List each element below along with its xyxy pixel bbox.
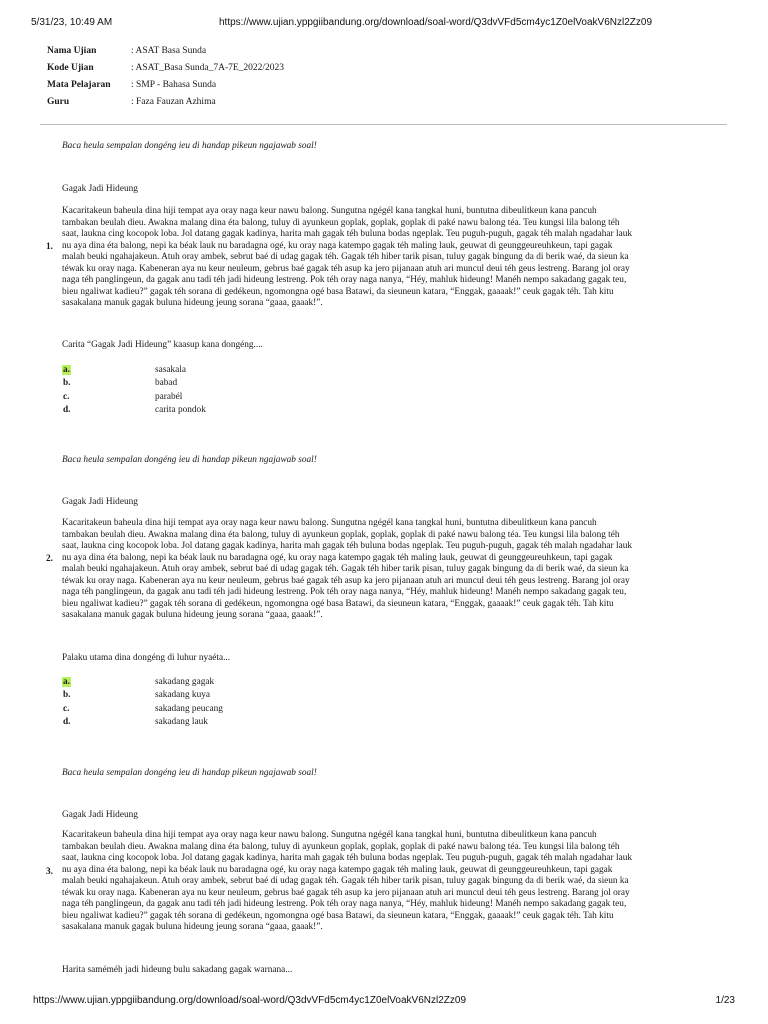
passage-line: malah beuki ngahajakeun. Atuh oray ambek, sebrut baé di udag gagak téh. Gagak téh hiber tarik pisan, tuluy gagak bingung da di berik waé, da sieun ka: [62, 564, 629, 575]
answer-options: [62, 675, 223, 729]
option-key: c.: [63, 703, 70, 714]
passage-line: bieu ngaliwat kadieu?” gagak téh sorana di gedékeun, ngomongna ogé basa Batawi, da sieuneun katara, “Énggak, gaaaak!” ceuk gagak téh. Tah kitu: [62, 910, 614, 921]
passage-line: tambakan beulah dieu. Awakna malang dina éta balong, tuluy di ayunkeun goplak, goplak, goplak di paké nawu balong téa. Teu kungsi lila balong téh: [62, 529, 620, 540]
option-text: sasakala: [155, 364, 186, 375]
passage-line: naga téh panglingeun, da gagak anu tadi téh jadi hideung lestreng. Pok téh oray naga nanya, “Héy, mahluk hideung! Manéh nempo sakadang gagak teu,: [62, 899, 627, 910]
answer-option-d[interactable]: [62, 404, 206, 418]
option-key: b.: [63, 378, 71, 389]
exam-info: [47, 42, 284, 110]
exam-info-value: : ASAT Basa Sunda: [131, 45, 207, 56]
exam-info-label: Nama Ujian: [47, 45, 97, 56]
answer-option-c[interactable]: [62, 390, 206, 404]
print-date: 5/31/23, 10:49 AM: [31, 17, 113, 28]
option-text: sakadang peucang: [155, 703, 223, 714]
page-number: 1/23: [715, 995, 735, 1006]
passage-line: tambakan beulah dieu. Awakna malang dina éta balong, tuluy di ayunkeun goplak, goplak, goplak di paké nawu balong téa. Teu kungsi lila balong téh: [62, 217, 620, 228]
answer-options: [62, 363, 206, 417]
passage-line: saat, laukna cing kocopok loba. Jol datang gagak kadinya, harita mah gagak téh buluna bodas ngeplak. Teu puguh-puguh, gagak téh malah ngadahar lauk: [62, 853, 632, 864]
passage-line: tambakan beulah dieu. Awakna malang dina éta balong, tuluy di ayunkeun goplak, goplak, goplak di paké nawu balong téa. Teu kungsi lila balong téh: [62, 841, 620, 852]
question-text: Harita saméméh jadi hideung bulu sakadang gagak warnana...: [62, 965, 293, 975]
passage-line: sasakalana manuk gagak buluna hideung jeung sorana “gaaa, gaaak!”.: [62, 610, 323, 621]
option-key-correct: a.: [63, 364, 70, 375]
passage-line: téwak ku oray naga. Kabeneran aya nu keur neuleum, gebrus baé gagak téh asup ka jero pijanaan atuh ari muncul deui téh geus lestreng. Barang jol oray: [62, 575, 630, 586]
exam-info-label: Mata Pelajaran: [47, 79, 111, 90]
option-text: sakadang lauk: [155, 717, 208, 728]
option-text: sakadang gagak: [155, 676, 215, 687]
passage-line: Kacaritakeun baheula dina hiji tempat aya oray naga keur nawu balong. Sungutna ngégél kana tangkal huni, buntutna dibeulitkeun kana pancuh: [62, 206, 597, 216]
answer-option-a[interactable]: [62, 675, 223, 689]
option-text: carita pondok: [155, 405, 206, 416]
exam-info-row: [47, 59, 284, 76]
option-key-correct: a.: [63, 676, 70, 687]
question-number: 1.: [46, 242, 53, 252]
option-text: parabél: [155, 391, 183, 402]
passage-line: téwak ku oray naga. Kabeneran aya nu keur neuleum, gebrus baé gagak téh asup ka jero pijanaan atuh ari muncul deui téh geus lestreng. Barang jol oray: [62, 263, 630, 274]
question-instruction: Baca heula sempalan dongéng ieu di handap pikeun ngajawab soal!: [62, 455, 317, 465]
question-instruction: Baca heula sempalan dongéng ieu di handap pikeun ngajawab soal!: [62, 768, 317, 778]
option-key: c.: [63, 391, 70, 402]
story-title: Gagak Jadi Hideung: [62, 184, 138, 194]
exam-info-label: Guru: [47, 96, 70, 107]
answer-option-b[interactable]: [62, 377, 206, 391]
question-instruction: Baca heula sempalan dongéng ieu di handap pikeun ngajawab soal!: [62, 141, 317, 151]
passage-line: nu aya dina éta balong, nepi ka béak lauk nu baradagna ogé, ku oray naga katempo gagak téh maling lauk, geuwat di geunggeureuhkeun, tapi gagak: [62, 552, 613, 563]
answer-option-a[interactable]: [62, 363, 206, 377]
print-footer: [0, 995, 768, 1009]
answer-option-d[interactable]: [62, 716, 223, 730]
story-title: Gagak Jadi Hideung: [62, 810, 138, 820]
passage-line: Kacaritakeun baheula dina hiji tempat aya oray naga keur nawu balong. Sungutna ngégél kana tangkal huni, buntutna dibeulitkeun kana pancuh: [62, 830, 597, 840]
answer-option-b[interactable]: [62, 689, 223, 703]
option-key: d.: [63, 717, 71, 728]
passage-line: naga téh panglingeun, da gagak anu tadi téh jadi hideung lestreng. Pok téh oray naga nanya, “Héy, mahluk hideung! Manéh nempo sakadang gagak teu,: [62, 275, 627, 286]
passage-line: nu aya dina éta balong, nepi ka béak lauk nu baradagna ogé, ku oray naga katempo gagak téh maling lauk, geuwat di geunggeureuhkeun, tapi gagak: [62, 240, 613, 251]
story-title: Gagak Jadi Hideung: [62, 497, 138, 507]
exam-info-label: Kode Ujian: [47, 62, 94, 73]
story-passage: [62, 830, 728, 934]
question-number: 3.: [46, 867, 53, 877]
exam-info-value: : SMP - Bahasa Sunda: [131, 79, 217, 90]
story-passage: [62, 518, 728, 622]
story-passage: [62, 206, 728, 310]
question-number: 2.: [46, 554, 53, 564]
passage-line: saat, laukna cing kocopok loba. Jol datang gagak kadinya, harita mah gagak téh buluna bodas ngeplak. Teu puguh-puguh, gagak téh malah ngadahar lauk: [62, 541, 632, 552]
passage-line: nu aya dina éta balong, nepi ka béak lauk nu baradagna ogé, ku oray naga katempo gagak téh maling lauk, geuwat di geunggeureuhkeun, tapi gagak: [62, 864, 613, 875]
passage-line: sasakalana manuk gagak buluna hideung jeung sorana “gaaa, gaaak!”.: [62, 298, 323, 309]
print-footer-url: https://www.ujian.yppgiibandung.org/download/soal-word/Q3dvVFd5cm4yc1Z0elVoakV6Nzl2Zz09: [33, 995, 467, 1006]
answer-option-c[interactable]: [62, 702, 223, 716]
print-url: https://www.ujian.yppgiibandung.org/download/soal-word/Q3dvVFd5cm4yc1Z0elVoakV6Nzl2Zz09: [219, 17, 653, 28]
option-key: d.: [63, 405, 71, 416]
passage-line: naga téh panglingeun, da gagak anu tadi téh jadi hideung lestreng. Pok téh oray naga nanya, “Héy, mahluk hideung! Manéh nempo sakadang gagak teu,: [62, 587, 627, 598]
passage-line: Kacaritakeun baheula dina hiji tempat aya oray naga keur nawu balong. Sungutna ngégél kana tangkal huni, buntutna dibeulitkeun kana pancuh: [62, 518, 597, 528]
divider: [40, 124, 727, 125]
exam-info-value: : ASAT_Basa Sunda_7A-7E_2022/2023: [131, 62, 285, 73]
passage-line: malah beuki ngahajakeun. Atuh oray ambek, sebrut baé di udag gagak téh. Gagak téh hiber tarik pisan, tuluy gagak bingung da di berik waé, da sieun ka: [62, 252, 629, 263]
passage-line: sasakalana manuk gagak buluna hideung jeung sorana “gaaa, gaaak!”.: [62, 922, 323, 933]
option-key: b.: [63, 690, 71, 701]
question-text: Carita “Gagak Jadi Hideung” kaasup kana dongéng....: [62, 340, 263, 350]
question-text: Palaku utama dina dongéng di luhur nyaéta...: [62, 653, 231, 663]
exam-info-row: [47, 42, 284, 59]
print-header: [0, 17, 768, 31]
exam-info-row: [47, 93, 284, 110]
passage-line: téwak ku oray naga. Kabeneran aya nu keur neuleum, gebrus baé gagak téh asup ka jero pijanaan atuh ari muncul deui téh geus lestreng. Barang jol oray: [62, 887, 630, 898]
exam-info-value: : Faza Fauzan Azhima: [131, 96, 216, 107]
passage-line: malah beuki ngahajakeun. Atuh oray ambek, sebrut baé di udag gagak téh. Gagak téh hiber tarik pisan, tuluy gagak bingung da di berik waé, da sieun ka: [62, 876, 629, 887]
passage-line: saat, laukna cing kocopok loba. Jol datang gagak kadinya, harita mah gagak téh buluna bodas ngeplak. Teu puguh-puguh, gagak téh malah ngadahar lauk: [62, 229, 632, 240]
option-text: babad: [155, 378, 178, 389]
exam-info-row: [47, 76, 284, 93]
option-text: sakadang kuya: [155, 690, 210, 701]
passage-line: bieu ngaliwat kadieu?” gagak téh sorana di gedékeun, ngomongna ogé basa Batawi, da sieuneun katara, “Énggak, gaaaak!” ceuk gagak téh. Tah kitu: [62, 286, 614, 297]
passage-line: bieu ngaliwat kadieu?” gagak téh sorana di gedékeun, ngomongna ogé basa Batawi, da sieuneun katara, “Énggak, gaaaak!” ceuk gagak téh. Tah kitu: [62, 598, 614, 609]
